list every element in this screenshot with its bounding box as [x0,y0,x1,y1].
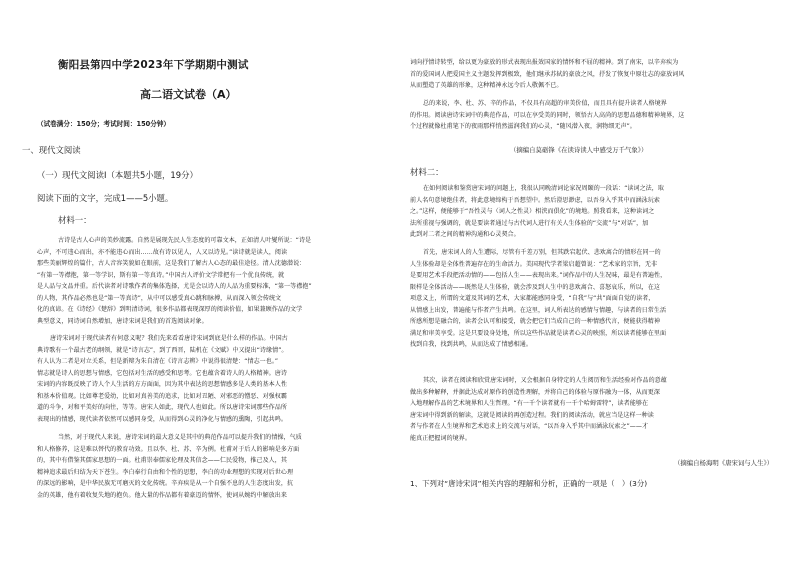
text-line: 有人认为二者是对立关系，但是新辩为朱自清在《诗言志辨》中说得很清楚：“情志一也。” [37,358,279,365]
text-line: 的深远的影响，是中华民族无可磨灭的文化传统。辛弃疾是从一个自强不息的人生态度出发，抗 [37,480,294,487]
text-line: 前人名句意境绝佳者，将此意境缔构于吾想望中。然后澄思渺虑，以吾身入乎其中而涵泳玩索 [410,196,660,204]
text-line: 人生体验却是全体性普遍存在的生命活力。美国现代学者梁启超曾说：“艺术家的宗旨，无非 [410,260,658,268]
text-line: 个过程就像杜甫笔下的夜雨那样悄然滋润我们的心灵，“随风潜入夜，润物细无声”。 [410,123,636,130]
text-line: 首先，唐宋词人的人生遭际，尽管有千差万别，但其跌宕起伏、悲欢离合的情形在同一的 [423,249,661,256]
text-line: 心声，不可违心而出，亦不能违心而出……故有诗以见人，人又以诗见。”读诗就是读人，阅读 [37,248,288,256]
text-line: 典型意义，同诗词自然增加，唐诗宋词是我们的首选阅读对象。 [37,317,208,325]
text-line: 唐宋词中得到新的解读，这就是阅读的再创造过程。我们的阅读活动，就应当是这样一种读 [410,411,654,419]
text-line: 唐诗宋词对于现代读者有何意义呢？我们先来看看唐诗宋词到底是什么样的作品。中国古 [50,335,288,342]
text-line: 在如何阅读和鉴赏唐宋词的问题上，我很认同晚清词论家况周颐的一段话：“读词之法，取 [423,185,664,192]
text-line: 此到对二者之间的精神沟通和心灵契合。 [410,231,520,238]
text-line: 满足和审美享受。这是只要设身处地，所以这些作品就是读者心灵的映照，所以读者能够在里面 [410,329,667,337]
text-line: 从而塑造了英雄的形象，这种精神永远令后人敬佩不已。 [410,82,563,89]
text-line: 找到自我，找到共鸣，从而达成了情感相通。 [410,341,532,348]
text-line: 宋词的内容既反映了诗人个人生活的方方面面，因为其中表达的思想情感多是人类的基本人性 [37,381,287,388]
text-line: 典诗歌有一个最古老的纲领，就是“诗言志”，到了西晋，陆机在《文赋》中又提出“诗缘情”。 [37,346,288,354]
text-line: 当然，对于现代人来说，唐诗宋词的最大意义是其中的典范作品可以提升我们的情操，气质 [58,434,302,441]
material-label: 材料一： [58,215,92,225]
school-title: 衡阳县第四中学2023年下学期期中测试 [58,59,249,71]
text-line: 入地理解作品的艺术境界和人生哲理。“有一千个读者就有一千个哈姆雷特”，读者能够在 [410,400,649,407]
text-line: 和基本价值观。比如尊老爱幼，比如对真善美的追求，比如对丑陋、对邪恶的憎恶、对强权霸 [37,392,287,400]
text-line: 词向抒情诗转型，给以更为豪放的形式表现出报效国家的情怀和不屈的精神。到了南宋，以辛弃疾为 [410,59,679,66]
text-line: 其次，读者在阅读和欣赏唐宋词时，又会根据自身特定的人生阅历和生活经验对作品的意蕴 [423,377,667,384]
text-line: 的人物，其作品必然也是“第一等真诗”，从中可以感受真心跳和脉搏，从而深入领会传统文 [37,294,282,302]
text-line: 的，其中有借鉴其儒家思想的一面。杜甫崇奉儒家伦理及其信念——仁民爱物，推己及人，其 [37,457,287,464]
text-line: 表现出的情感，现代读者依然可以感同身受，从而得到心灵的净化与情感的熏陶，引起共鸣。 [37,415,287,423]
material-label: 材料二： [410,167,444,177]
exam-info: （试卷满分：150分；考试时间：150分钟） [37,120,171,128]
text-line: 那些美丽辉煌的篇什，古人音容笑貌如在眼前，这是我们了解古人心态的最佳途径。清人沈德潜说： [37,260,306,267]
text-line: 项意义上，所谓的文道及其词的艺术，大家都能感同身受，“自我”与“共”面面自觉的读者， [410,295,655,302]
text-line: 古诗是古人心声的美妙流露。自然是展现先民人生态度的可靠文本，正如清人叶燮所说：“诗是 [58,237,312,244]
instruction: 阅读下面的文字，完成1——5小题。 [37,193,174,203]
text-line: 的作用。阅读唐诗宋词中的典范作品，可以在享受美的同时，领悟古人高尚的思想品德和精神境界，这 [410,111,685,119]
text-line: 道的斗争，对和平美好的向往，等等。唐宋人如此，现代人也如此。所以唐诗宋词那些作品所 [37,404,287,411]
text-line: 法所重视与强调的，就是要读者通过与古代词人进行有关人生体验的“交流”与“对话”，加 [410,219,649,227]
text-line: 金的英雄，他有着收复失地的抱负。他大量的作品都有着豪迈的情怀，使词从婉约中解放出来 [37,491,287,499]
text-line: 做出多种解释，并据此达成对原作的创造性理解，并将自己的体验与原作融为一体，从而更深 [410,388,660,396]
source-citation: （摘编自杨海明《唐宋词与人生》） [674,459,774,467]
text-line: 能真正把握词的境界。 [410,434,471,442]
text-line: 和人格修养，这是难以替代的教育功效。且以李、杜、苏、辛为例。杜甫对于后人的影响是多方面 [37,445,300,453]
text-line: 者与作者在人生境界和艺术追求上的交流与对话，“以吾身入乎其中而涵泳玩索之”——才 [410,423,649,430]
text-line: 限样是全体活动——既然是人生体验，就会涉及到人生中的悲欢离合、喜怒哀乐，所以，在这 [410,283,660,291]
text-line: 精神追求最后归结为天下苍生。李白奉行自由和个性的思想，李白的功业理想的实现对后世心理 [37,468,294,476]
text-line: 化的真谛。在《诗经》《楚辞》到明清诗词，很多作品都表现深厚的阅读价值，如果兼顾作品的文学 [37,306,303,313]
text-line: 所感所想是融合的，读者会认可和接受，就会把它们当成自己的一种情感代言，便能获得精神 [410,318,660,325]
text-line: 之。”这样，便能够于“吾性灵与（词人之性灵）相浃而俱化”的境地。照我看来，这种读词之 [410,208,655,215]
text-line: “有第一等襟抱，第一等学识，斯有第一等真诗。”中国古人评价文学常把有一个优良传统，就 [37,271,285,279]
section-heading: 一、现代文阅读 [22,145,81,155]
sub-heading: （一）现代文阅读Ⅰ（本题共5小题，19分） [37,170,198,180]
question-1: 1、下列对“唐诗宋词”相关内容的理解和分析，正确的一项是（ ）(3分) [410,479,648,488]
text-line: 是人品与文品并重。后代读者对诗歌作者的集体选择，尤是会以诗人的人品为重要标准，“第一等襟抱” [37,283,312,290]
text-line: 从情感上出发，普遍能与作者产生共鸣。在这里，词人所表达的感情与情趣，与读者的日常生活 [410,306,667,314]
text-line: 首的爱国词人把爱国主义主题发挥到极致，他们继承苏轼的豪放之风，抒发了恢复中原壮志的豪放词风 [410,70,685,78]
text-line: 总的来说，李、杜、苏、辛的作品，不仅具有高超的审美价值，而且具有提升读者人格境界 [423,100,667,107]
exam-title: 高二语文试卷（A） [140,88,237,101]
text-line: 情志就是诗人的思想与情感，它包括对生活的感受和思考。它也蕴含着诗人的人格精神。唐诗 [37,369,287,377]
source-citation: （摘编自莫砺锋《在读诗读人中感受万千气象》） [510,146,648,154]
text-line: 是要用艺术手段把活动情的——包括人生——表现出来。”词作品中的人生况味，最是有普遍性， [410,272,667,279]
